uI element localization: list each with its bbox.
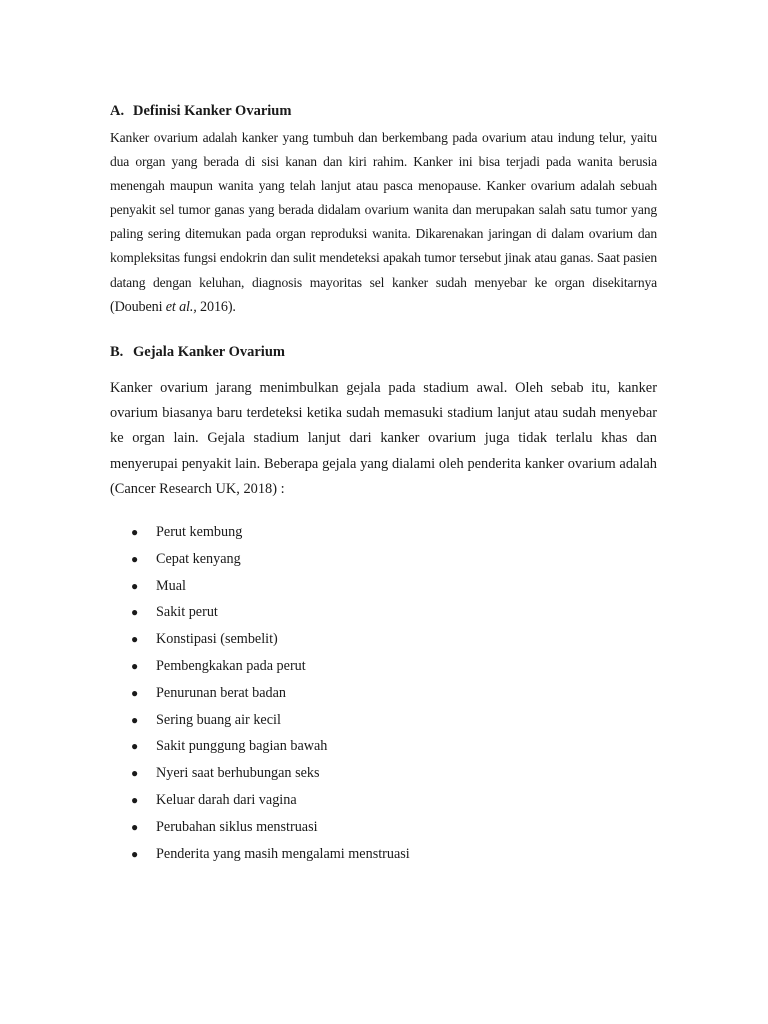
list-item	[110, 546, 410, 573]
list-item	[110, 519, 410, 546]
bullet-icon: ●	[131, 578, 139, 593]
bullet-icon: ●	[131, 632, 139, 647]
list-item	[110, 760, 410, 787]
section-a-paragraph-text: Kanker ovarium adalah kanker yang tumbuh dan berkembang pada ovarium atau indung telur, yaitu dua organ yang berada di sisi kanan dan kiri rahim. Kanker ini bisa terjadi pada wanita berusia menengah maupun wanita yang telah lanjut atau pasca menopause. Kanker ovarium adalah sebuah penyakit sel tumor ganas yang berada didalam ovarium wanita dan merupakan salah satu tumor yang paling sering ditemukan pada organ reproduksi wanita. Dikarenakan jaringan di dalam ovarium dan kompleksitas fungsi endokrin dan sulit mendeteksi apakah tumor tersebut jinak atau ganas. Saat pasien datang dengan keluhan, diagnosis mayoritas sel kanker sudah menyebar ke organ disekitarnya	[110, 130, 657, 290]
list-item-label: Keluar darah dari vagina	[156, 791, 297, 808]
list-item-label: Konstipasi (sembelit)	[156, 631, 278, 648]
list-item-label: Sakit perut	[156, 604, 218, 621]
section-b-heading	[110, 344, 285, 361]
bullet-icon: ●	[131, 739, 139, 754]
bullet-icon: ●	[131, 846, 139, 861]
list-item-label: Cepat kenyang	[156, 550, 241, 567]
list-item-label: Perubahan siklus menstruasi	[156, 818, 318, 835]
list-item-label: Pembengkakan pada perut	[156, 657, 306, 674]
list-item	[110, 626, 410, 653]
section-a-paragraph	[110, 126, 657, 319]
bullet-icon: ●	[131, 792, 139, 807]
section-a-number: A.	[110, 103, 125, 119]
list-item-label: Penurunan berat badan	[156, 684, 287, 701]
section-a-citation-open: (Doubeni	[110, 298, 166, 315]
list-item	[110, 707, 410, 734]
list-item-label: Sakit punggung bagian bawah	[156, 738, 328, 755]
bullet-icon: ●	[131, 605, 139, 620]
section-a-title: Definisi Kanker Ovarium	[133, 103, 292, 119]
bullet-icon: ●	[131, 658, 139, 673]
list-item-label: Perut kembung	[156, 524, 243, 540]
list-item	[110, 814, 410, 841]
list-item-label: Penderita yang masih mengalami menstruasi	[156, 845, 410, 862]
section-b-paragraph: Kanker ovarium jarang menimbulkan gejala pada stadium awal. Oleh sebab itu, kanker ovarium biasanya baru terdeteksi ketika sudah memasuki stadium lanjut atau sudah menyebar ke organ lain. Gejala stadium lanjut dari kanker ovarium juga tidak terlalu khas dan menyerupai penyakit lain. Beberapa gejala yang dialami oleh penderita kanker ovarium adalah (Cancer Research UK, 2018) :	[110, 380, 657, 497]
bullet-icon: ●	[131, 819, 139, 834]
list-item	[110, 733, 410, 760]
list-item	[110, 787, 410, 814]
bullet-icon: ●	[131, 551, 139, 566]
section-a-citation-close: 2016).	[196, 298, 236, 315]
bullet-icon: ●	[131, 685, 139, 700]
list-item-label: Nyeri saat berhubungan seks	[156, 765, 320, 782]
list-item-label: Sering buang air kecil	[156, 711, 281, 728]
section-b-number: B.	[110, 344, 124, 360]
list-item	[110, 841, 410, 868]
symptom-list	[110, 519, 410, 867]
bullet-icon: ●	[131, 712, 139, 727]
section-b-title: Gejala Kanker Ovarium	[133, 344, 285, 360]
section-a-heading	[110, 103, 291, 120]
section-a-citation-italic: et al.,	[165, 298, 197, 315]
list-item	[110, 680, 410, 707]
bullet-icon: ●	[131, 525, 139, 539]
list-item	[110, 653, 410, 680]
list-item-label: Mual	[156, 577, 186, 594]
bullet-icon: ●	[131, 766, 139, 781]
list-item	[110, 599, 410, 626]
list-item	[110, 573, 410, 600]
